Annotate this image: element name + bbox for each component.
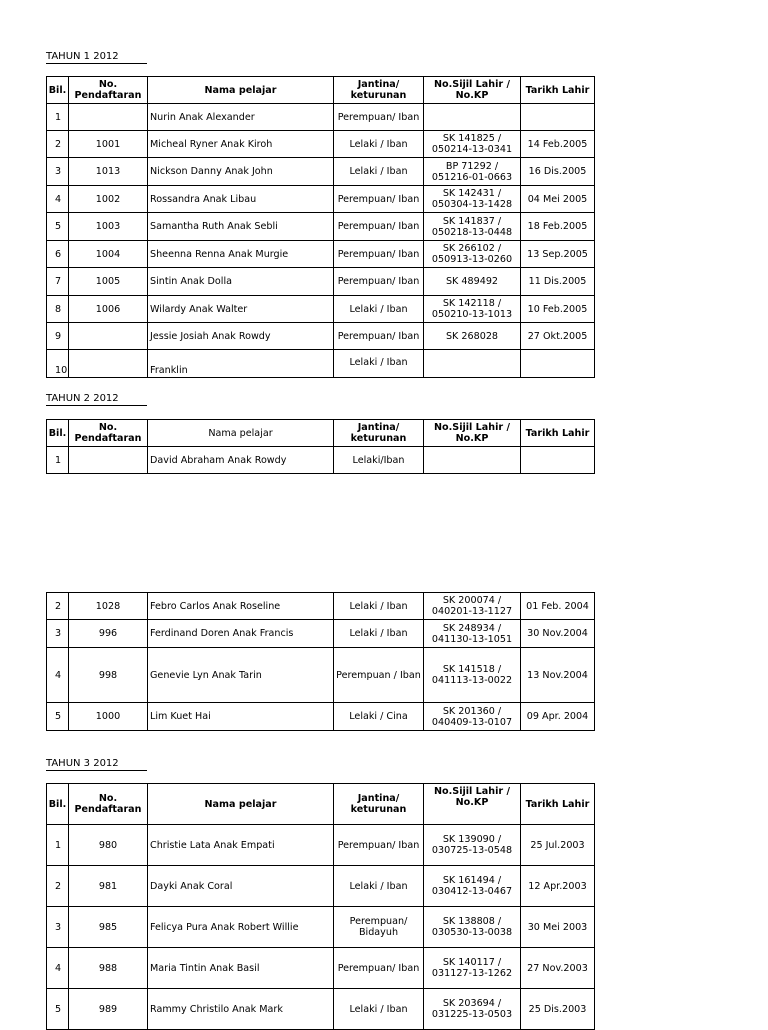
cell-no: 1028 bbox=[69, 593, 148, 620]
cell-sijil: SK 203694 / 031225-13-0503 bbox=[424, 989, 521, 1030]
table-row bbox=[47, 131, 595, 158]
table-row bbox=[47, 648, 595, 703]
header-sijil: No.Sijil Lahir / No.KP bbox=[424, 77, 521, 104]
cell-nama: Maria Tintin Anak Basil bbox=[148, 948, 334, 989]
table-row bbox=[47, 104, 595, 131]
cell-bil: 1 bbox=[47, 104, 69, 131]
cell-bil: 4 bbox=[47, 948, 69, 989]
cell-bil: 1 bbox=[47, 447, 69, 474]
table-row bbox=[47, 825, 595, 866]
cell-tarikh bbox=[521, 350, 595, 378]
tahun3-title-underline bbox=[46, 770, 147, 771]
cell-jantina: Perempuan/ Iban bbox=[334, 104, 424, 131]
cell-jantina: Perempuan/ Iban bbox=[334, 825, 424, 866]
tahun3-title: TAHUN 3 2012 bbox=[46, 758, 119, 769]
header-tarikh: Tarikh Lahir bbox=[521, 784, 595, 825]
cell-bil: 5 bbox=[47, 703, 69, 731]
cell-jantina: Perempuan/ Iban bbox=[334, 268, 424, 296]
cell-bil: 7 bbox=[47, 268, 69, 296]
header-jantina: Jantina/ keturunan bbox=[334, 420, 424, 447]
cell-sijil: SK 268028 bbox=[424, 323, 521, 350]
header-no-pendaftaran: No. Pendaftaran bbox=[69, 784, 148, 825]
cell-tarikh: 25 Dis.2003 bbox=[521, 989, 595, 1030]
cell-nama: Febro Carlos Anak Roseline bbox=[148, 593, 334, 620]
cell-sijil: SK 489492 bbox=[424, 268, 521, 296]
cell-tarikh: 12 Apr.2003 bbox=[521, 866, 595, 907]
tahun3-table bbox=[46, 783, 595, 1030]
cell-tarikh: 01 Feb. 2004 bbox=[521, 593, 595, 620]
cell-sijil: SK 142431 / 050304-13-1428 bbox=[424, 186, 521, 213]
table-header-row bbox=[47, 420, 595, 447]
cell-nama: Lim Kuet Hai bbox=[148, 703, 334, 731]
cell-sijil: BP 71292 / 051216-01-0663 bbox=[424, 158, 521, 186]
cell-tarikh: 18 Feb.2005 bbox=[521, 213, 595, 241]
cell-jantina: Perempuan/ Bidayuh bbox=[334, 907, 424, 948]
cell-sijil: SK 139090 / 030725-13-0548 bbox=[424, 825, 521, 866]
cell-tarikh: 25 Jul.2003 bbox=[521, 825, 595, 866]
cell-sijil: SK 140117 / 031127-13-1262 bbox=[424, 948, 521, 989]
cell-jantina: Lelaki / Iban bbox=[334, 593, 424, 620]
tahun1-title: TAHUN 1 2012 bbox=[46, 51, 119, 62]
cell-no: 1013 bbox=[69, 158, 148, 186]
header-no-pendaftaran: No. Pendaftaran bbox=[69, 77, 148, 104]
cell-tarikh: 14 Feb.2005 bbox=[521, 131, 595, 158]
cell-jantina: Lelaki / Iban bbox=[334, 866, 424, 907]
header-bil: Bil. bbox=[47, 420, 69, 447]
header-nama-pelajar: Nama pelajar bbox=[148, 420, 334, 447]
cell-nama: Christie Lata Anak Empati bbox=[148, 825, 334, 866]
cell-nama: Wilardy Anak Walter bbox=[148, 296, 334, 323]
cell-tarikh: 09 Apr. 2004 bbox=[521, 703, 595, 731]
cell-bil: 4 bbox=[47, 648, 69, 703]
cell-bil: 3 bbox=[47, 158, 69, 186]
cell-jantina: Lelaki / Iban bbox=[334, 989, 424, 1030]
cell-sijil: SK 141837 / 050218-13-0448 bbox=[424, 213, 521, 241]
cell-tarikh bbox=[521, 104, 595, 131]
table-row bbox=[47, 323, 595, 350]
tahun1-table bbox=[46, 76, 595, 378]
cell-jantina: Lelaki / Iban bbox=[334, 158, 424, 186]
header-tarikh: Tarikh Lahir bbox=[521, 77, 595, 104]
cell-nama: Genevie Lyn Anak Tarin bbox=[148, 648, 334, 703]
cell-jantina: Perempuan/ Iban bbox=[334, 213, 424, 241]
cell-bil: 6 bbox=[47, 241, 69, 268]
cell-jantina: Perempuan/ Iban bbox=[334, 323, 424, 350]
table-row bbox=[47, 241, 595, 268]
cell-no bbox=[69, 104, 148, 131]
cell-nama: Franklin bbox=[148, 350, 334, 378]
table-row bbox=[47, 296, 595, 323]
cell-tarikh: 13 Sep.2005 bbox=[521, 241, 595, 268]
cell-sijil: SK 142118 / 050210-13-1013 bbox=[424, 296, 521, 323]
cell-nama: Sheenna Renna Anak Murgie bbox=[148, 241, 334, 268]
cell-nama: Dayki Anak Coral bbox=[148, 866, 334, 907]
cell-no: 980 bbox=[69, 825, 148, 866]
table-row bbox=[47, 268, 595, 296]
table-row bbox=[47, 907, 595, 948]
tahun2-title: TAHUN 2 2012 bbox=[46, 393, 119, 404]
table-row bbox=[47, 186, 595, 213]
table-row bbox=[47, 989, 595, 1030]
header-jantina: Jantina/ keturunan bbox=[334, 77, 424, 104]
cell-no: 985 bbox=[69, 907, 148, 948]
cell-nama: David Abraham Anak Rowdy bbox=[148, 447, 334, 474]
cell-no: 981 bbox=[69, 866, 148, 907]
cell-nama: Nickson Danny Anak John bbox=[148, 158, 334, 186]
cell-no: 1002 bbox=[69, 186, 148, 213]
cell-tarikh: 13 Nov.2004 bbox=[521, 648, 595, 703]
header-no-pendaftaran: No. Pendaftaran bbox=[69, 420, 148, 447]
cell-jantina: Lelaki/Iban bbox=[334, 447, 424, 474]
cell-no: 1004 bbox=[69, 241, 148, 268]
cell-no: 1003 bbox=[69, 213, 148, 241]
table-row bbox=[47, 350, 595, 378]
cell-no: 989 bbox=[69, 989, 148, 1030]
table-row bbox=[47, 213, 595, 241]
cell-jantina: Lelaki / Iban bbox=[334, 131, 424, 158]
cell-nama: Felicya Pura Anak Robert Willie bbox=[148, 907, 334, 948]
cell-jantina: Perempuan/ Iban bbox=[334, 186, 424, 213]
cell-no: 998 bbox=[69, 648, 148, 703]
cell-jantina: Perempuan / Iban bbox=[334, 648, 424, 703]
table-header-row bbox=[47, 784, 595, 825]
cell-nama: Rossandra Anak Libau bbox=[148, 186, 334, 213]
cell-tarikh: 16 Dis.2005 bbox=[521, 158, 595, 186]
cell-jantina: Lelaki / Iban bbox=[334, 350, 424, 378]
cell-sijil: SK 248934 / 041130-13-1051 bbox=[424, 620, 521, 648]
cell-no bbox=[69, 350, 148, 378]
cell-sijil: SK 201360 / 040409-13-0107 bbox=[424, 703, 521, 731]
cell-nama: Samantha Ruth Anak Sebli bbox=[148, 213, 334, 241]
table-header-row bbox=[47, 77, 595, 104]
cell-no bbox=[69, 447, 148, 474]
cell-bil: 5 bbox=[47, 989, 69, 1030]
table-row bbox=[47, 703, 595, 731]
cell-nama: Micheal Ryner Anak Kiroh bbox=[148, 131, 334, 158]
table-row bbox=[47, 158, 595, 186]
cell-tarikh: 10 Feb.2005 bbox=[521, 296, 595, 323]
cell-no: 988 bbox=[69, 948, 148, 989]
cell-tarikh: 30 Nov.2004 bbox=[521, 620, 595, 648]
cell-nama: Sintin Anak Dolla bbox=[148, 268, 334, 296]
cell-tarikh: 11 Dis.2005 bbox=[521, 268, 595, 296]
cell-no: 1006 bbox=[69, 296, 148, 323]
header-jantina: Jantina/ keturunan bbox=[334, 784, 424, 825]
cell-tarikh bbox=[521, 447, 595, 474]
cell-bil: 1 bbox=[47, 825, 69, 866]
cell-tarikh: 04 Mei 2005 bbox=[521, 186, 595, 213]
cell-sijil: SK 266102 / 050913-13-0260 bbox=[424, 241, 521, 268]
tahun2-title-underline bbox=[46, 405, 147, 406]
cell-no: 996 bbox=[69, 620, 148, 648]
cell-bil: 2 bbox=[47, 131, 69, 158]
tahun1-title-underline bbox=[46, 63, 147, 64]
cell-sijil bbox=[424, 104, 521, 131]
tahun2-table bbox=[46, 419, 595, 474]
cell-no bbox=[69, 323, 148, 350]
cell-sijil: SK 141518 / 041113-13-0022 bbox=[424, 648, 521, 703]
cell-jantina: Lelaki / Cina bbox=[334, 703, 424, 731]
cell-bil: 9 bbox=[47, 323, 69, 350]
cell-jantina: Lelaki / Iban bbox=[334, 620, 424, 648]
header-tarikh: Tarikh Lahir bbox=[521, 420, 595, 447]
cell-bil: 3 bbox=[47, 907, 69, 948]
cell-no: 1000 bbox=[69, 703, 148, 731]
cell-jantina: Perempuan/ Iban bbox=[334, 241, 424, 268]
cell-bil: 4 bbox=[47, 186, 69, 213]
table-row bbox=[47, 447, 595, 474]
cell-tarikh: 30 Mei 2003 bbox=[521, 907, 595, 948]
cell-bil: 8 bbox=[47, 296, 69, 323]
cell-sijil bbox=[424, 350, 521, 378]
header-nama-pelajar: Nama pelajar bbox=[148, 784, 334, 825]
cell-nama: Nurin Anak Alexander bbox=[148, 104, 334, 131]
cell-bil: 3 bbox=[47, 620, 69, 648]
cell-sijil: SK 141825 / 050214-13-0341 bbox=[424, 131, 521, 158]
table-row bbox=[47, 593, 595, 620]
cell-jantina: Lelaki / Iban bbox=[334, 296, 424, 323]
cell-bil: 10 bbox=[47, 350, 69, 378]
cell-no: 1005 bbox=[69, 268, 148, 296]
cell-no: 1001 bbox=[69, 131, 148, 158]
table-row bbox=[47, 948, 595, 989]
cell-tarikh: 27 Okt.2005 bbox=[521, 323, 595, 350]
header-bil: Bil. bbox=[47, 784, 69, 825]
cell-bil: 2 bbox=[47, 866, 69, 907]
cell-nama: Rammy Christilo Anak Mark bbox=[148, 989, 334, 1030]
tahun2-table-continued bbox=[46, 592, 595, 731]
cell-bil: 2 bbox=[47, 593, 69, 620]
cell-bil: 5 bbox=[47, 213, 69, 241]
cell-sijil: SK 200074 / 040201-13-1127 bbox=[424, 593, 521, 620]
table-row bbox=[47, 620, 595, 648]
cell-nama: Ferdinand Doren Anak Francis bbox=[148, 620, 334, 648]
cell-jantina: Perempuan/ Iban bbox=[334, 948, 424, 989]
cell-sijil: SK 161494 / 030412-13-0467 bbox=[424, 866, 521, 907]
cell-sijil: SK 138808 / 030530-13-0038 bbox=[424, 907, 521, 948]
header-nama-pelajar: Nama pelajar bbox=[148, 77, 334, 104]
cell-nama: Jessie Josiah Anak Rowdy bbox=[148, 323, 334, 350]
cell-tarikh: 27 Nov.2003 bbox=[521, 948, 595, 989]
cell-sijil bbox=[424, 447, 521, 474]
header-sijil: No.Sijil Lahir / No.KP bbox=[424, 784, 521, 825]
header-sijil: No.Sijil Lahir / No.KP bbox=[424, 420, 521, 447]
table-row bbox=[47, 866, 595, 907]
header-bil: Bil. bbox=[47, 77, 69, 104]
